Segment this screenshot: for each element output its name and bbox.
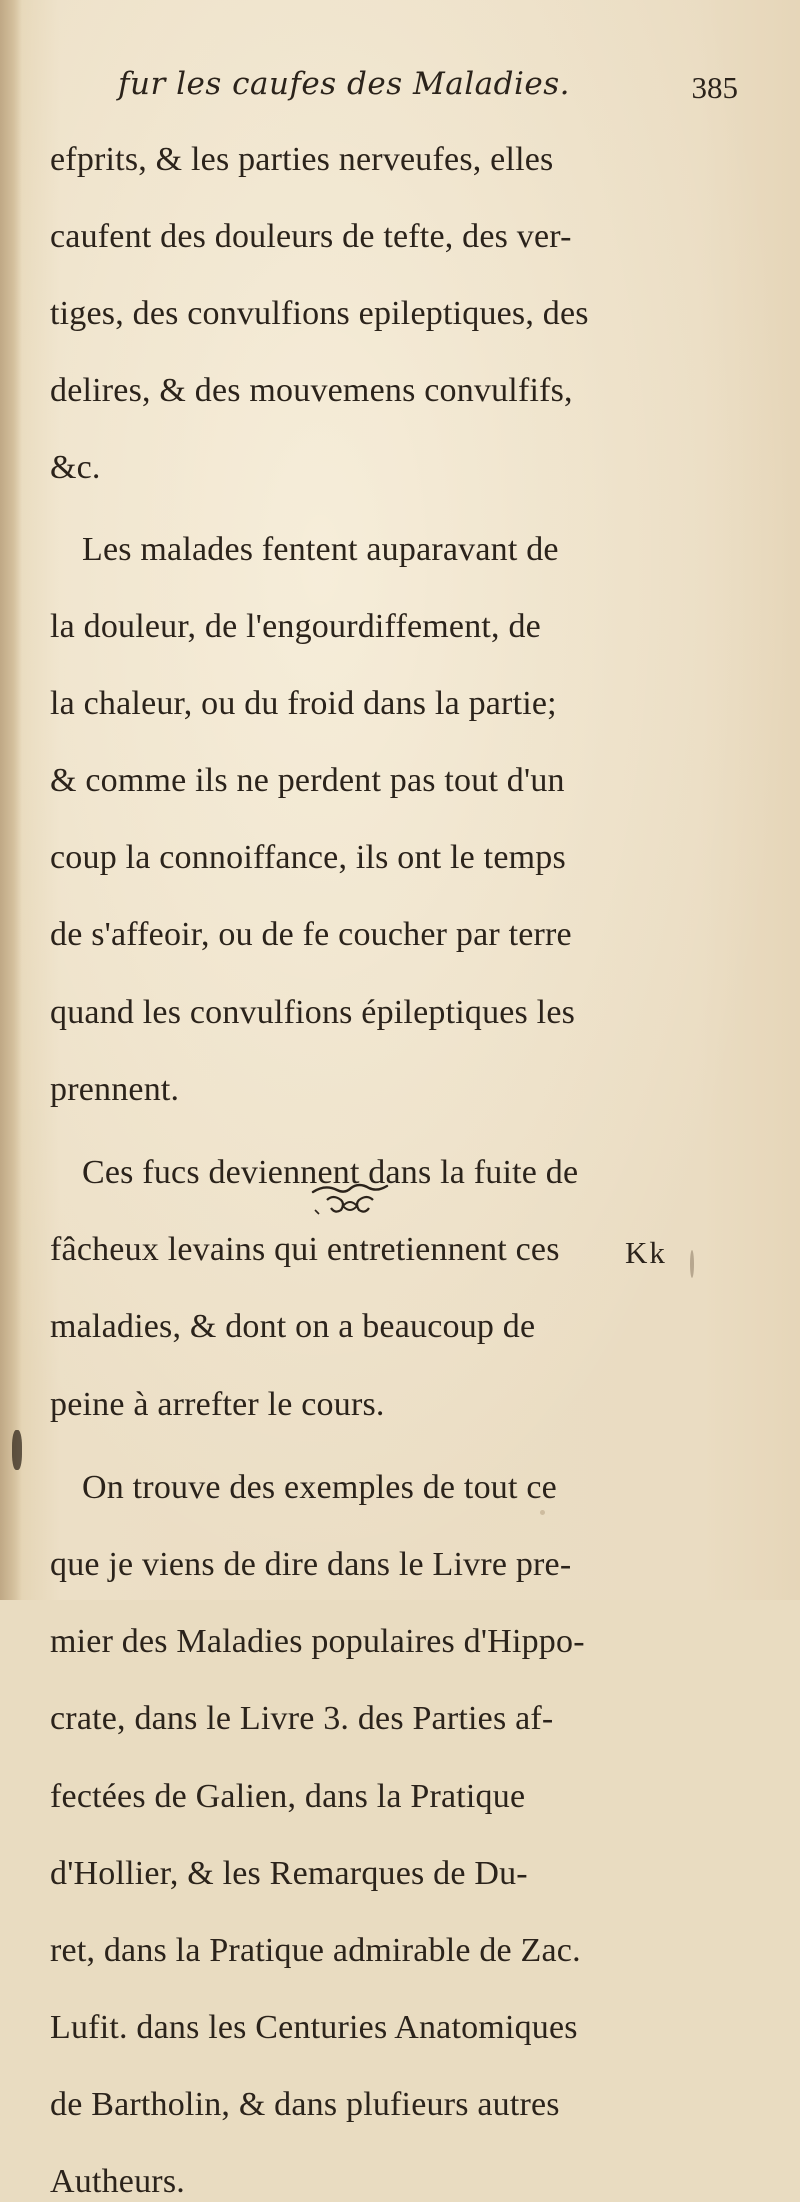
text-line: delires, & des mouvemens convulfifs, <box>50 372 573 410</box>
paragraph-1 <box>50 102 740 488</box>
text-line: On trouve des exemples de tout ce <box>82 1468 557 1506</box>
text-line: prennent. <box>50 1070 180 1108</box>
text-line: Lufit. dans les Centuries Anatomiques <box>50 2009 578 2047</box>
text-line: la chaleur, ou du froid dans la partie; <box>50 684 557 722</box>
text-line: fâcheux levains qui entretiennent ces <box>50 1231 560 1269</box>
text-line: de Bartholin, & dans plufieurs autres <box>50 2086 560 2124</box>
text-line: tiges, des convulfions epileptiques, des <box>50 294 589 332</box>
page-number: 385 <box>691 70 738 105</box>
running-title: fur les caufes des Maladies. <box>118 66 570 102</box>
text-line: la douleur, de l'engourdiffement, de <box>50 607 541 645</box>
text-line: que je viens de dire dans le Livre pre- <box>50 1545 572 1583</box>
page-gutter-shadow <box>0 0 22 1600</box>
paragraph-4 <box>50 1424 740 2202</box>
text-line: coup la connoiffance, ils ont le temps <box>50 839 566 877</box>
paper-stain <box>540 1510 545 1515</box>
text-line: & comme ils ne perdent pas tout d'un <box>50 762 565 800</box>
text-line: Les malades fentent auparavant de <box>82 530 559 568</box>
text-line: de s'affeoir, ou de fe coucher par terre <box>50 916 572 954</box>
text-line: d'Hollier, & les Remarques de Du- <box>50 1854 528 1892</box>
text-line: Autheurs. <box>50 2163 185 2201</box>
text-line: &c. <box>50 449 101 487</box>
paragraph-2 <box>50 488 740 1110</box>
text-line: ret, dans la Pratique admirable de Zac. <box>50 1931 581 1969</box>
text-line: fectées de Galien, dans la Pratique <box>50 1777 526 1815</box>
text-line: efprits, & les parties nerveufes, elles <box>50 140 554 178</box>
running-head <box>118 66 738 106</box>
text-line: Ces fucs deviennent dans la fuite de <box>82 1154 579 1192</box>
text-line: maladies, & dont on a beaucoup de <box>50 1308 536 1346</box>
text-line: crate, dans le Livre 3. des Parties af- <box>50 1700 554 1738</box>
signature-mark: Kk <box>625 1235 667 1270</box>
paper-stain <box>12 1430 22 1470</box>
text-line: mier des Maladies populaires d'Hippo- <box>50 1623 585 1661</box>
body-text <box>50 102 740 2202</box>
text-line: quand les convulfions épileptiques les <box>50 993 576 1031</box>
printers-flourish-icon <box>305 1180 395 1220</box>
text-line: caufent des douleurs de tefte, des ver- <box>50 217 572 255</box>
paper-stain <box>690 1250 694 1278</box>
text-line: peine à arrefter le cours. <box>50 1385 385 1423</box>
